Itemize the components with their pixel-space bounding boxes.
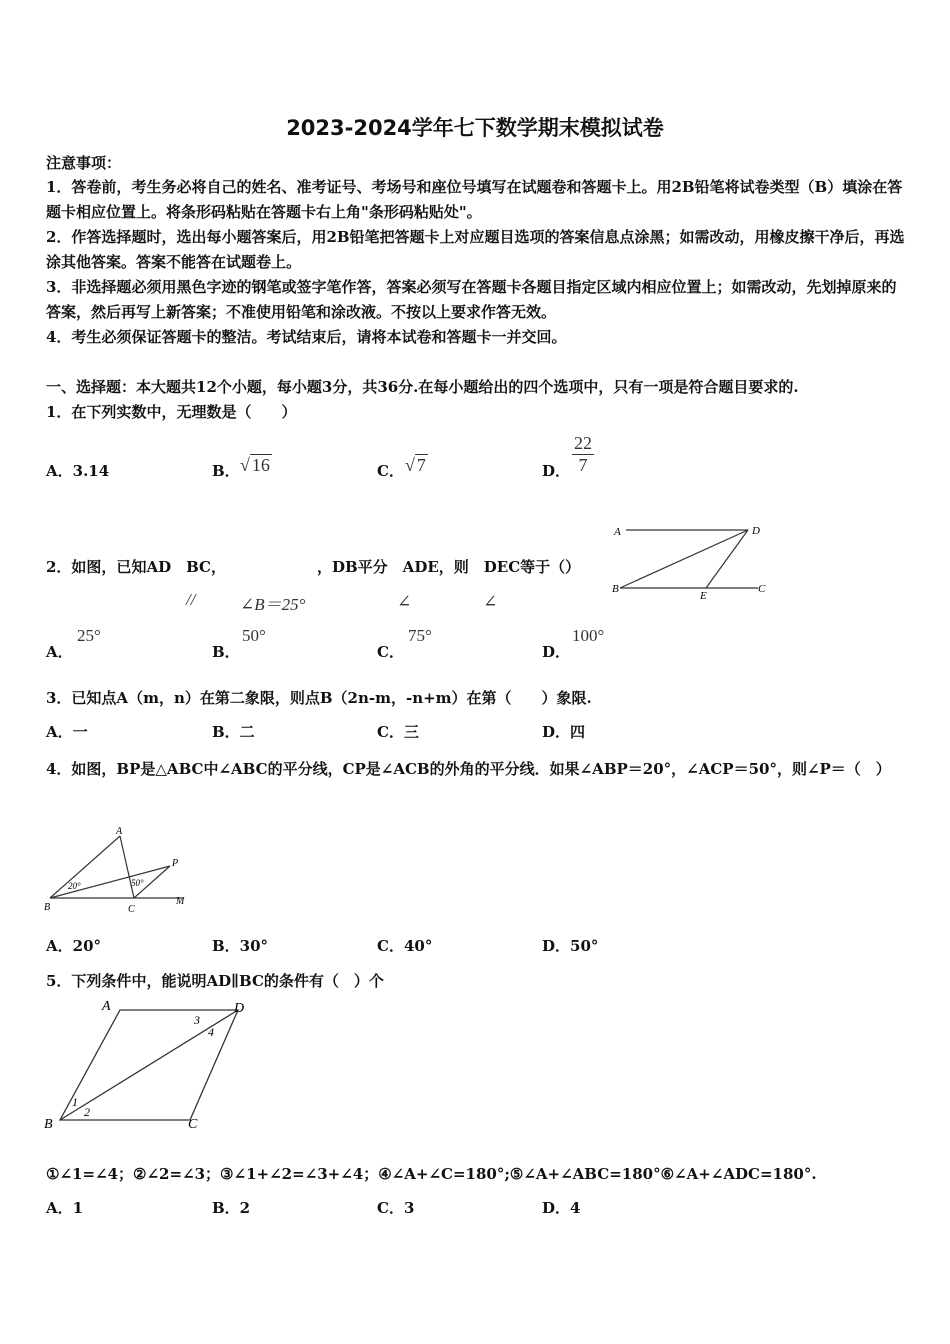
notice-item-1: 1．答卷前，考生务必将自己的姓名、准考证号、考场号和座位号填写在试题卷和答题卡上。用2B铅笔将试卷类型（B）填涂在答题卡相应位置上。将条形码粘贴在答题卡右上角"条形码粘贴处"。 bbox=[46, 178, 903, 221]
q1-c-radicand: 7 bbox=[416, 455, 426, 475]
q2-stem-part2: ，DB平分 ADE，则 DEC等于（） bbox=[317, 558, 581, 576]
q4-option-b: B．30° bbox=[212, 937, 269, 955]
q4-label-c: C bbox=[128, 904, 135, 915]
q4-option-a: A．20° bbox=[46, 937, 102, 955]
notice-item-2: 2．作答选择题时，选出每小题答案后，用2B铅笔把答题卡上对应题目选项的答案信息点涂黑；如需改动，用橡皮擦干净后，再选涂其他答案。答案不能答在试题卷上。 bbox=[46, 228, 905, 271]
q2-label-a: A bbox=[614, 526, 621, 538]
q2-label-c: C bbox=[758, 583, 766, 595]
q1-option-c-label: C． bbox=[377, 462, 404, 480]
q4-angle-20: 20° bbox=[68, 881, 81, 891]
q5-option-b: B．2 bbox=[212, 1199, 251, 1217]
q4-line-ac bbox=[120, 836, 134, 898]
q1-option-b-label: B． bbox=[212, 462, 240, 480]
q4-label-m: M bbox=[176, 896, 185, 907]
page-title: 2023-2024学年七下数学期末模拟试卷 bbox=[286, 116, 664, 140]
q5-conditions: ①∠1=∠4；②∠2=∠3；③∠1+∠2=∠3+∠4；④∠A+∠C=180°;⑤∠A+∠ABC=180°⑥∠A+∠ADC=180°. bbox=[46, 1165, 817, 1183]
q5-angle-1: 1 bbox=[72, 1095, 78, 1109]
q5-option-a: A．1 bbox=[46, 1199, 84, 1217]
q4-stem: 4．如图，BP是△ABC中∠ABC的平分线，CP是∠ACB的外角的平分线．如果∠ABP＝20°，∠ACP＝50°，则∠P＝（ ） bbox=[46, 760, 891, 778]
q2-option-b-value: 50° bbox=[242, 626, 266, 645]
q5-label-c: C bbox=[188, 1117, 198, 1132]
q2-option-a-value: 25° bbox=[77, 626, 101, 645]
q2-figure bbox=[608, 518, 778, 602]
q5-label-d: D bbox=[234, 1001, 245, 1016]
q3-option-c: C．三 bbox=[377, 723, 419, 741]
q1-option-b-sqrt: √ 16 bbox=[240, 455, 270, 475]
q2-option-c-value: 75° bbox=[408, 626, 432, 645]
q2-parallel-symbol: // bbox=[186, 590, 196, 609]
q5-angle-2: 2 bbox=[84, 1105, 90, 1119]
q4-label-b: B bbox=[44, 902, 51, 913]
notice-item-3: 3．非选择题必须用黑色字迹的钢笔或签字笔作答，答案必须写在答题卡各题目指定区域内相应位置上；如需改动，先划掉原来的答案，然后再写上新答案；不准使用铅笔和涂改液。不按以上要求作答无效。 bbox=[46, 278, 897, 321]
q4-option-c: C．40° bbox=[377, 937, 433, 955]
q5-angle-4: 4 bbox=[208, 1025, 214, 1039]
q1-option-c-sqrt: √ 7 bbox=[405, 455, 426, 475]
q5-angle-3: 3 bbox=[194, 1013, 200, 1027]
q1-option-d-fraction bbox=[572, 433, 594, 476]
q3-option-b: B．二 bbox=[212, 723, 255, 741]
q2-option-d-label: D． bbox=[542, 643, 571, 661]
q1-d-numerator: 22 bbox=[574, 433, 592, 453]
q1-option-a: A．3.14 bbox=[46, 462, 110, 480]
q5-option-d: D．4 bbox=[542, 1199, 581, 1217]
q2-option-b-label: B． bbox=[212, 643, 240, 661]
q5-label-b: B bbox=[44, 1117, 53, 1132]
q4-option-d: D．50° bbox=[542, 937, 599, 955]
notice-item-4: 4．考生必须保证答题卡的整洁。考试结束后，请将本试卷和答题卡一并交回。 bbox=[46, 328, 567, 346]
q3-option-a: A．一 bbox=[46, 723, 88, 741]
q1-d-denominator: 7 bbox=[578, 455, 588, 475]
notice-heading: 注意事项： bbox=[46, 154, 122, 172]
q2-label-e: E bbox=[700, 590, 707, 602]
q2-option-a-label: A． bbox=[46, 643, 73, 661]
section-heading: 一、选择题：本大题共12个小题，每小题3分，共36分.在每小题给出的四个选项中，只有一项是符合题目要求的. bbox=[46, 378, 799, 396]
q2-option-d-value: 100° bbox=[572, 626, 605, 645]
q5-option-c: C．3 bbox=[377, 1199, 415, 1217]
q4-label-a: A bbox=[116, 826, 123, 837]
q2-angle-b: ∠B＝25° bbox=[240, 595, 306, 614]
q2-angle-symbol-1: ∠ bbox=[397, 592, 412, 611]
q5-figure bbox=[40, 996, 260, 1136]
q1-stem: 1．在下列实数中，无理数是（ ） bbox=[46, 403, 297, 421]
q4-label-p: P bbox=[172, 858, 179, 869]
q5-stem: 5．下列条件中，能说明AD∥BC的条件有（ ）个 bbox=[46, 972, 384, 990]
q2-line-bd bbox=[620, 530, 748, 588]
q1-b-radicand: 16 bbox=[251, 455, 270, 475]
q2-label-b: B bbox=[612, 583, 619, 595]
q2-angle-symbol-2: ∠ bbox=[483, 592, 498, 611]
q3-option-d: D．四 bbox=[542, 723, 586, 741]
q2-line-de bbox=[706, 530, 748, 588]
q4-figure bbox=[42, 824, 202, 920]
q2-option-c-label: C． bbox=[377, 643, 404, 661]
q4-angle-50: 50° bbox=[131, 878, 144, 888]
q1-option-d-label: D． bbox=[542, 462, 571, 480]
q5-label-a: A bbox=[102, 999, 111, 1014]
q3-stem: 3．已知点A（m，n）在第二象限，则点B（2n-m，-n+m）在第（ ）象限. bbox=[46, 689, 592, 707]
q2-label-d: D bbox=[752, 525, 760, 537]
q2-stem-part1: 2．如图，已知AD BC， bbox=[46, 558, 226, 576]
